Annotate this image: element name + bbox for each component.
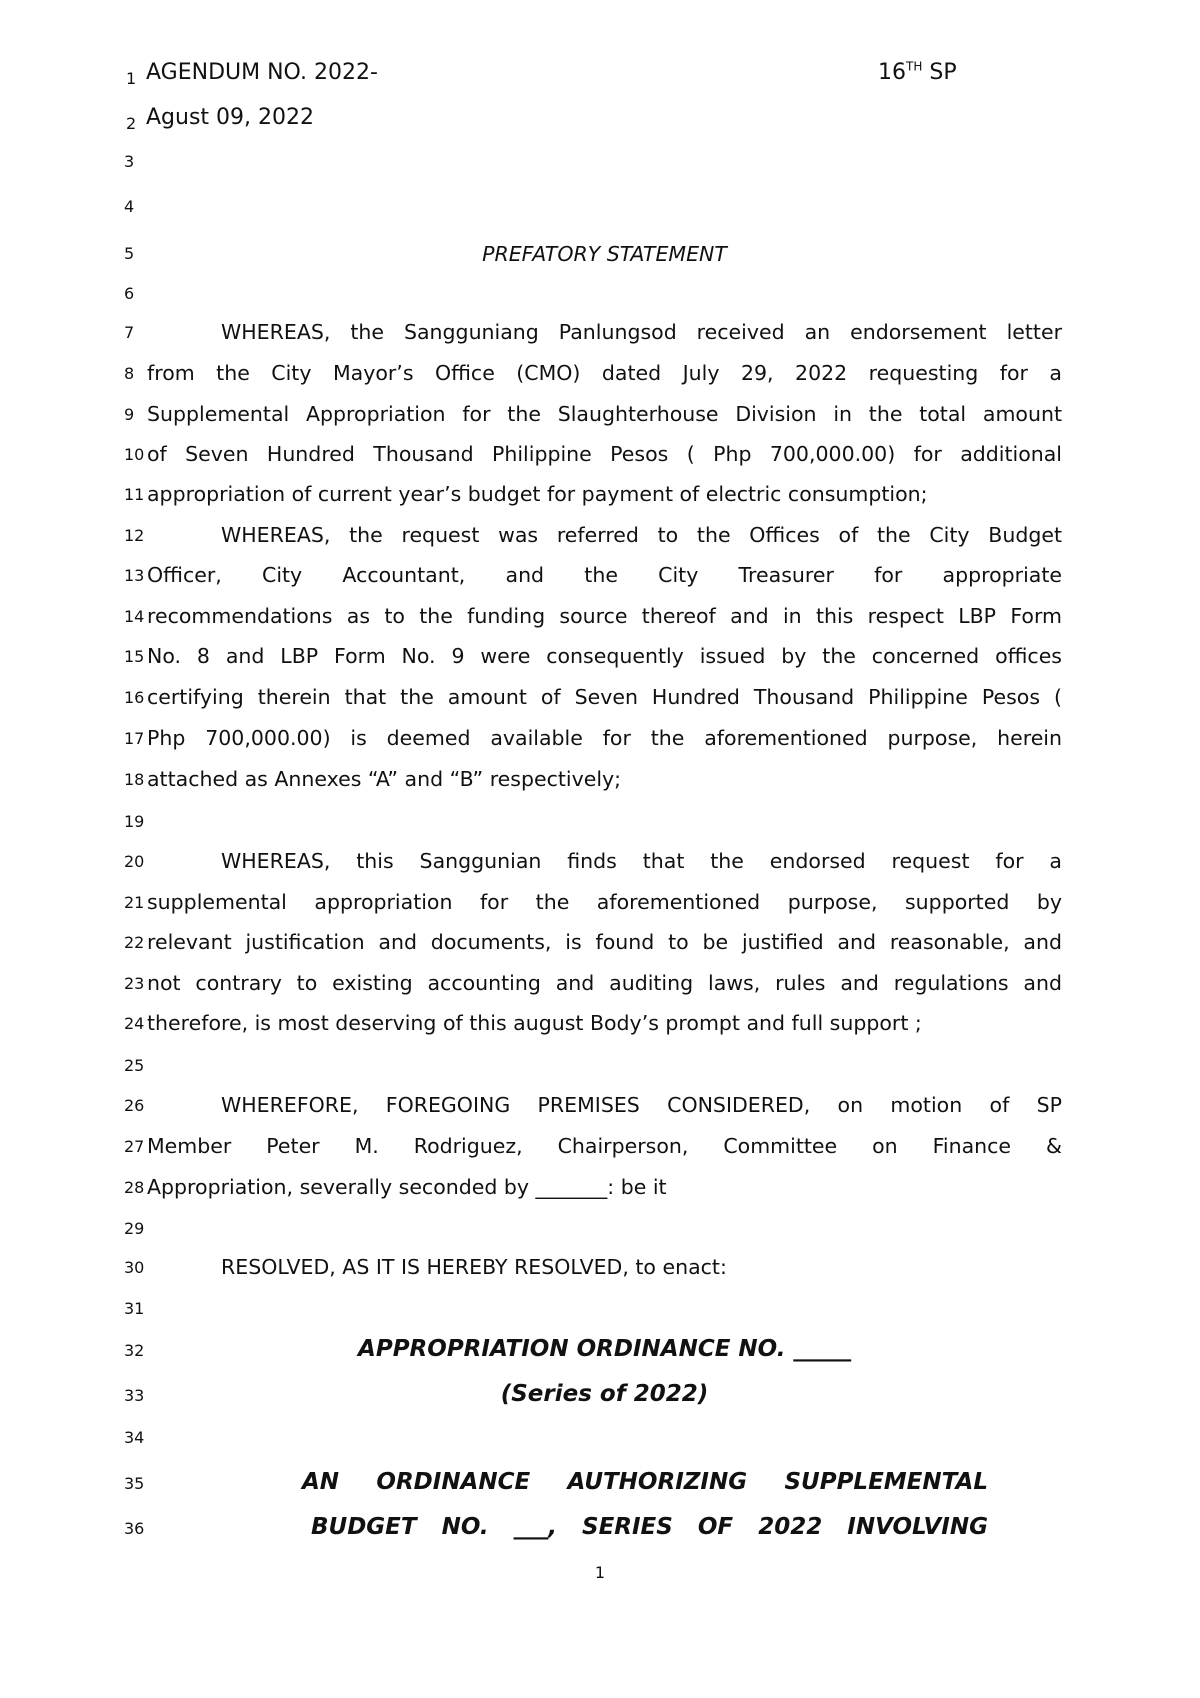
ordinance-heading: BUDGET NO. ___, SERIES OF 2022 INVOLVING [311, 1514, 988, 1540]
line-number: 30 [124, 1258, 145, 1277]
body-text: appropriation of current year’s budget for payment of electric consumption; [147, 482, 928, 506]
body-text: WHEREAS, the request was referred to the Offices of the City Budget [221, 523, 1062, 547]
ordinance-heading: AN ORDINANCE AUTHORIZING SUPPLEMENTAL [302, 1469, 988, 1495]
line-number: 22 [124, 933, 145, 952]
line-number: 28 [124, 1178, 145, 1197]
line-number: 25 [124, 1056, 145, 1075]
line-number: 1 [126, 69, 137, 88]
line-number: 9 [124, 405, 135, 424]
body-text: not contrary to existing accounting and auditing laws, rules and regulations and [147, 971, 1062, 995]
body-text: WHEREAS, the Sangguniang Panlungsod received an endorsement letter [221, 320, 1062, 344]
body-text: certifying therein that the amount of Seven Hundred Thousand Philippine Pesos ( [147, 685, 1062, 709]
body-text: recommendations as to the funding source thereof and in this respect LBP Form [147, 604, 1062, 628]
line-number: 10 [124, 445, 145, 464]
line-number: 33 [124, 1386, 145, 1405]
line-number: 11 [124, 485, 145, 504]
session-base: 16 [878, 60, 906, 85]
line-number: 4 [124, 197, 135, 216]
line-number: 8 [124, 364, 135, 383]
line-number: 16 [124, 688, 145, 707]
body-text: attached as Annexes “A” and “B” respectively; [147, 767, 622, 791]
line-number: 21 [124, 893, 145, 912]
ordinance-series: (Series of 2022) [500, 1381, 709, 1407]
line-number: 14 [124, 607, 145, 626]
session-sup: TH [906, 59, 923, 74]
line-number: 20 [124, 852, 145, 871]
line-number: 17 [124, 729, 145, 748]
line-number: 36 [124, 1519, 145, 1538]
body-text: of Seven Hundred Thousand Philippine Pesos ( Php 700,000.00) for additional [147, 442, 1062, 466]
document-date: Agust 09, 2022 [146, 105, 315, 130]
line-number: 5 [124, 244, 135, 263]
line-number: 31 [124, 1299, 145, 1318]
prefatory-title: PREFATORY STATEMENT [482, 242, 727, 266]
line-number: 3 [124, 152, 135, 171]
line-number: 29 [124, 1219, 145, 1238]
session-label [878, 60, 957, 85]
body-text: therefore, is most deserving of this august Body’s prompt and full support ; [147, 1011, 922, 1035]
session-suffix: SP [922, 60, 957, 85]
line-number: 35 [124, 1474, 145, 1493]
ordinance-title: APPROPRIATION ORDINANCE NO. _____ [358, 1336, 851, 1362]
line-number: 19 [124, 812, 145, 831]
line-number: 15 [124, 647, 145, 666]
line-number: 24 [124, 1014, 145, 1033]
line-number: 2 [126, 114, 137, 133]
line-number: 26 [124, 1096, 145, 1115]
line-number: 23 [124, 974, 145, 993]
line-number: 13 [124, 566, 145, 585]
line-number: 12 [124, 526, 145, 545]
body-text: No. 8 and LBP Form No. 9 were consequently issued by the concerned offices [147, 644, 1062, 668]
line-number: 34 [124, 1428, 145, 1447]
body-text: Supplemental Appropriation for the Slaughterhouse Division in the total amount [147, 402, 1062, 426]
line-number: 18 [124, 770, 145, 789]
body-text: Php 700,000.00) is deemed available for the aforementioned purpose, herein [147, 726, 1062, 750]
line-number: 7 [124, 323, 135, 342]
resolved-clause: RESOLVED, AS IT IS HEREBY RESOLVED, to enact: [221, 1255, 727, 1279]
body-text: supplemental appropriation for the aforementioned purpose, supported by [147, 890, 1062, 914]
body-text: WHEREAS, this Sanggunian finds that the endorsed request for a [221, 849, 1062, 873]
body-text: from the City Mayor’s Office (CMO) dated July 29, 2022 requesting for a [147, 361, 1062, 385]
body-text: Appropriation, severally seconded by _______: be it [147, 1175, 667, 1199]
body-text: Member Peter M. Rodriguez, Chairperson, Committee on Finance & [147, 1134, 1062, 1158]
body-text: WHEREFORE, FOREGOING PREMISES CONSIDERED, on motion of SP [221, 1093, 1062, 1117]
page-number: 1 [594, 1563, 606, 1582]
body-text: Officer, City Accountant, and the City Treasurer for appropriate [147, 563, 1062, 587]
agendum-number: AGENDUM NO. 2022- [146, 60, 378, 85]
body-text: relevant justification and documents, is found to be justified and reasonable, and [147, 930, 1062, 954]
line-number: 6 [124, 284, 135, 303]
line-number: 27 [124, 1137, 145, 1156]
line-number: 32 [124, 1341, 145, 1360]
